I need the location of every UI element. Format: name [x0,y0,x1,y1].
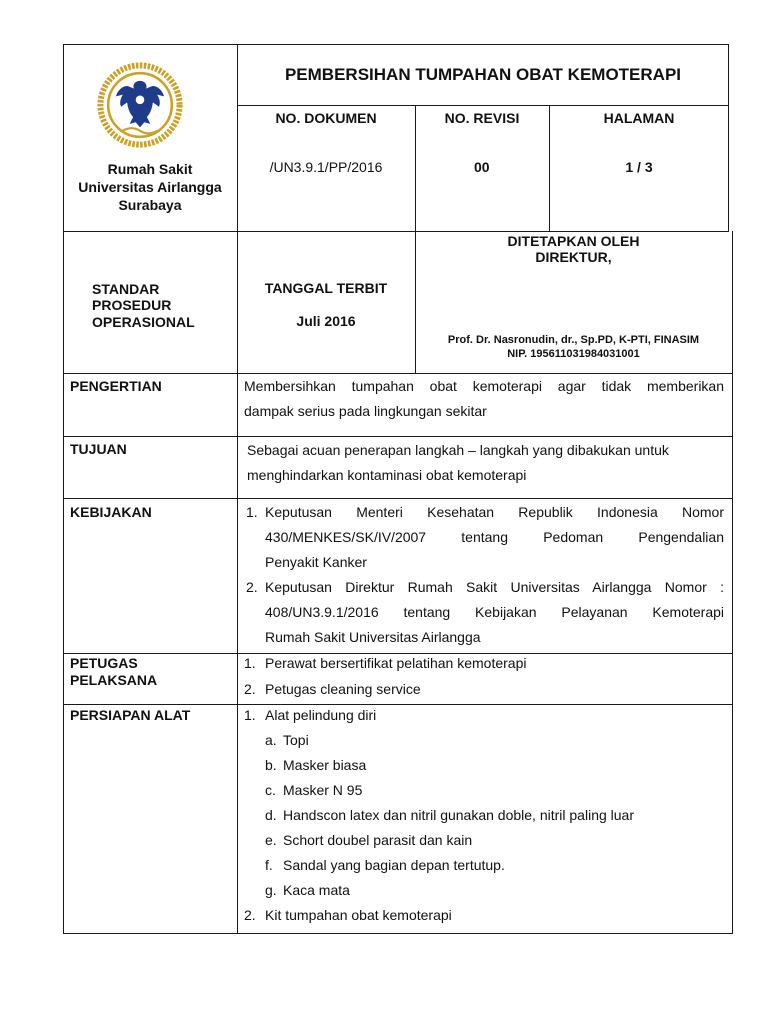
doc-number-label: NO. DOKUMEN [275,110,377,126]
page-label: HALAMAN [603,110,675,126]
hospital-name-line3: Surabaya [118,197,182,213]
kebijakan-item1-line2: 430/MENKES/SK/IV/2007 tentang Pedoman Pengendalian [265,529,724,545]
revision-label: NO. REVISI [444,110,520,126]
kebijakan-item1-line1: Keputusan Menteri Kesehatan Republik Indonesia Nomor [265,504,724,520]
document-title: PEMBERSIHAN TUMPAHAN OBAT KEMOTERAPI [284,65,682,84]
doc-number-value: /UN3.9.1/PP/2016 [269,159,383,175]
sop-label-line3: OPERASIONAL [92,314,195,330]
issue-date-value: Juli 2016 [296,313,356,329]
persiapan-subitem-text: Kaca mata [283,882,350,898]
kebijakan-item2-line2: 408/UN3.9.1/2016 tentang Kebijakan Pelayanan Kemoterapi [265,604,724,620]
kebijakan-label: KEBIJAKAN [70,504,152,520]
kebijakan-item2-line3: Rumah Sakit Universitas Airlangga [265,629,481,645]
persiapan-item1-number: 1. [244,707,256,723]
persiapan-subitem-text: Sandal yang bagian depan tertutup. [283,857,505,873]
issue-date-label: TANGGAL TERBIT [264,280,388,296]
row-divider-tujuan [63,436,733,437]
sop-label-line2: PROSEDUR [92,297,172,313]
kebijakan-item1-line3: Penyakit Kanker [265,554,367,570]
director-nip: NIP. 195611031984031001 [507,348,640,360]
petugas-item-text: Perawat bersertifikat pelatihan kemoterapi [265,655,527,671]
pengertian-label: PENGERTIAN [70,378,162,394]
hospital-name-line2: Universitas Airlangga [78,179,222,195]
seal-center-dot [136,96,145,105]
pengertian-line1: Membersihkan tumpahan obat kemoterapi agar tidak memberikan [244,378,724,394]
kebijakan-item2-number: 2. [246,579,258,595]
approved-by-line1: DITETAPKAN OLEH [507,233,640,249]
persiapan-subitem-letter: e. [265,832,277,848]
table-border-top [63,44,729,45]
persiapan-subitem-text: Masker biasa [283,757,367,773]
sop-label-line1: STANDAR [92,281,160,297]
persiapan-subitem-text: Topi [283,732,309,748]
director-name: Prof. Dr. Nasronudin, dr., Sp.PD, K-PTI, FINASIM [447,334,700,346]
persiapan-subitem-letter: c. [265,782,276,798]
table-border-right [732,231,733,934]
petugas-item-number: 2. [244,681,256,697]
tujuan-line2: menghindarkan kontaminasi obat kemoterapi [247,467,527,483]
persiapan-subitem-letter: b. [265,757,277,773]
table-border-bottom [63,933,733,934]
persiapan-item2-text: Kit tumpahan obat kemoterapi [265,907,452,923]
petugas-item-number: 1. [244,655,256,671]
persiapan-item2-number: 2. [244,907,256,923]
persiapan-subitem-text: Handscon latex dan nitril gunakan doble, nitril paling luar [283,807,634,823]
body-label-divider [237,373,238,934]
persiapan-item1-text: Alat pelindung diri [265,707,377,723]
petugas-label-line2: PELAKSANA [70,672,158,688]
tujuan-line1: Sebagai acuan penerapan langkah – langkah yang dibakukan untuk [247,442,669,458]
hospital-name-line1: Rumah Sakit [107,161,193,177]
petugas-item-text: Petugas cleaning service [265,681,421,697]
persiapan-subitem-text: Schort doubel parasit dan kain [283,832,473,848]
university-seal-icon [97,62,183,148]
kebijakan-item1-number: 1. [246,504,258,520]
persiapan-subitem-letter: d. [265,807,277,823]
kebijakan-item2-line1: Keputusan Direktur Rumah Sakit Universitas Airlangga Nomor : [265,579,724,595]
persiapan-subitem-letter: g. [265,882,277,898]
persiapan-subitem-letter: f. [265,857,273,873]
sop-col-divider-1 [237,231,238,374]
petugas-label-line1: PETUGAS [70,655,138,671]
approved-by-line2: DIREKTUR, [535,249,612,265]
revision-value: 00 [474,159,490,175]
persiapan-subitem-text: Masker N 95 [283,782,363,798]
persiapan-subitem-letter: a. [265,732,277,748]
persiapan-label: PERSIAPAN ALAT [70,707,191,723]
tujuan-label: TUJUAN [70,441,127,457]
pengertian-line2: dampak serius pada lingkungan sekitar [244,403,487,419]
row-divider-kebijakan [63,498,733,499]
page-value: 1 / 3 [625,159,653,175]
